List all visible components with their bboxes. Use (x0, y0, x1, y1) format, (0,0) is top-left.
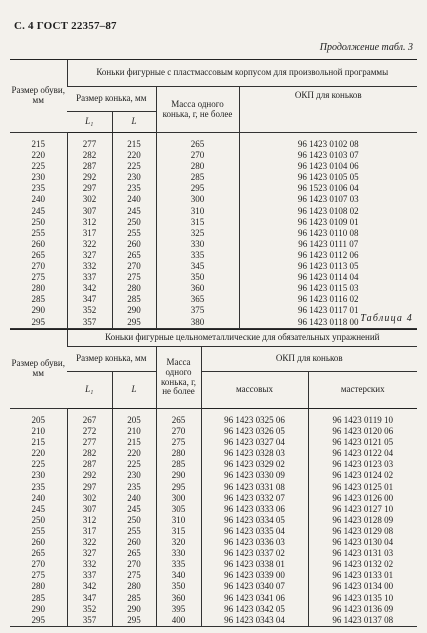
cell-okp: 96 1423 0105 05 (239, 172, 417, 183)
cell-l1: 297 (67, 482, 112, 493)
cell-l: 230 (112, 172, 156, 183)
cell-mass: 335 (156, 250, 239, 261)
cell-l: 220 (112, 150, 156, 161)
cell-l: 250 (112, 217, 156, 228)
col-header-okp: ОКП для коньков (239, 87, 417, 133)
cell-okp-mass-market: 96 1423 0331 08 (201, 482, 308, 493)
table-row (10, 537, 417, 548)
cell-shoe-size: 280 (31, 283, 45, 294)
cell-shoe-size: 295 (10, 317, 67, 329)
cell-l1: 327 (67, 250, 112, 261)
cell-okp-mass-market: 96 1423 0336 03 (201, 537, 308, 548)
col-header-workshop: мастерских (308, 372, 417, 409)
cell-l1: 317 (67, 526, 112, 537)
cell-l: 220 (112, 448, 156, 459)
cell-okp-mass-market: 96 1423 0335 04 (201, 526, 308, 537)
cell-okp-workshop: 96 1423 0125 01 (308, 482, 417, 493)
cell-shoe-size: 295 (10, 615, 67, 627)
cell-shoe-size: 270 (31, 261, 45, 272)
cell-l1: 272 (67, 426, 112, 437)
cell-l1: 332 (67, 261, 112, 272)
cell-okp: 96 1423 0111 07 (239, 239, 417, 250)
cell-shoe-size: 250 (31, 514, 45, 525)
cell-l: 230 (112, 470, 156, 481)
cell-mass: 310 (156, 206, 239, 217)
cell-l1: 357 (67, 317, 112, 329)
table-row (10, 161, 417, 172)
cell-okp-workshop: 96 1423 0119 10 (308, 409, 417, 427)
cell-okp: 96 1423 0118 00 (239, 317, 417, 329)
table-row (10, 261, 417, 272)
cell-mass: 290 (156, 470, 201, 481)
cell-l: 265 (112, 548, 156, 559)
cell-l1: 282 (67, 150, 112, 161)
cell-shoe-size: 275 (31, 272, 45, 283)
cell-l1: 282 (67, 448, 112, 459)
table-row (10, 317, 417, 329)
continuation-label: Продолжение табл. 3 (319, 42, 413, 53)
cell-l1: 327 (67, 548, 112, 559)
cell-okp-mass-market: 96 1423 0343 04 (201, 615, 308, 627)
cell-l1: 312 (67, 217, 112, 228)
cell-okp: 96 1423 0109 01 (239, 217, 417, 228)
cell-l1: 332 (67, 559, 112, 570)
cell-l: 285 (112, 593, 156, 604)
cell-l: 215 (112, 133, 156, 151)
cell-l1: 297 (67, 183, 112, 194)
cell-l1: 287 (67, 161, 112, 172)
table-row (10, 426, 417, 437)
table-row (10, 615, 417, 627)
col-header-okp: ОКП для коньков (201, 347, 417, 372)
cell-l: 260 (112, 537, 156, 548)
cell-shoe-size: 230 (31, 172, 45, 183)
cell-mass: 395 (156, 604, 201, 615)
cell-shoe-size: 270 (31, 559, 45, 570)
cell-okp-mass-market: 96 1423 0328 03 (201, 448, 308, 459)
table-row (10, 409, 417, 427)
cell-shoe-size: 280 (31, 581, 45, 592)
cell-l: 280 (112, 283, 156, 294)
cell-mass: 400 (156, 615, 201, 627)
cell-l1: 287 (67, 459, 112, 470)
cell-l: 270 (112, 559, 156, 570)
cell-l: 295 (112, 615, 156, 627)
table-row (10, 515, 417, 526)
cell-l: 255 (112, 526, 156, 537)
cell-l1: 292 (67, 172, 112, 183)
cell-okp: 96 1423 0112 06 (239, 250, 417, 261)
cell-l: 240 (112, 194, 156, 205)
cell-mass: 300 (156, 493, 201, 504)
cell-l1: 342 (67, 283, 112, 294)
cell-mass: 270 (156, 426, 201, 437)
cell-l1: 342 (67, 581, 112, 592)
cell-okp-workshop: 96 1423 0127 10 (308, 504, 417, 515)
cell-shoe-size: 235 (31, 481, 45, 492)
cell-okp-workshop: 96 1423 0120 06 (308, 426, 417, 437)
cell-shoe-size: 220 (31, 150, 45, 161)
cell-l: 270 (112, 261, 156, 272)
cell-okp-mass-market: 96 1423 0334 05 (201, 515, 308, 526)
table-row (10, 239, 417, 250)
cell-okp-mass-market: 96 1423 0337 02 (201, 548, 308, 559)
page-header: С. 4 ГОСТ 22357–87 (14, 20, 117, 32)
cell-l: 285 (112, 294, 156, 305)
cell-l: 225 (112, 459, 156, 470)
cell-l1: 317 (67, 228, 112, 239)
col-header-skate-size: Размер конька, мм (67, 87, 156, 112)
table-row (10, 482, 417, 493)
cell-l: 290 (112, 604, 156, 615)
cell-okp: 96 1523 0106 04 (239, 183, 417, 194)
cell-mass: 310 (156, 515, 201, 526)
cell-l: 245 (112, 206, 156, 217)
cell-mass: 330 (156, 239, 239, 250)
cell-l1: 302 (67, 194, 112, 205)
col-header-l1: L₁ (67, 372, 112, 409)
table-row (10, 250, 417, 261)
cell-okp: 96 1423 0108 02 (239, 206, 417, 217)
col-header-l1: L₁ (67, 112, 112, 133)
cell-shoe-size: 290 (31, 603, 45, 614)
cell-mass: 295 (156, 482, 201, 493)
cell-l: 275 (112, 272, 156, 283)
cell-l: 215 (112, 437, 156, 448)
table-row (10, 294, 417, 305)
table-row (10, 559, 417, 570)
cell-okp: 96 1423 0104 06 (239, 161, 417, 172)
col-header-group-title: Коньки фигурные цельнометаллические для обязательных упражнений (67, 330, 417, 347)
cell-okp-workshop: 96 1423 0128 09 (308, 515, 417, 526)
col-header-group-title: Коньки фигурные с пластмассовым корпусом для произвольной программы (67, 60, 417, 87)
cell-okp-workshop: 96 1423 0121 05 (308, 437, 417, 448)
cell-shoe-size: 240 (31, 492, 45, 503)
table-row (10, 570, 417, 581)
cell-l1: 352 (67, 604, 112, 615)
cell-okp-workshop: 96 1423 0136 09 (308, 604, 417, 615)
cell-shoe-size: 215 (31, 139, 45, 149)
cell-okp: 96 1423 0115 03 (239, 283, 417, 294)
cell-shoe-size: 225 (31, 161, 45, 172)
cell-okp-workshop: 96 1423 0126 00 (308, 493, 417, 504)
table-row (10, 493, 417, 504)
cell-l: 265 (112, 250, 156, 261)
cell-okp-mass-market: 96 1423 0330 09 (201, 470, 308, 481)
col-header-shoe-size: Размер обуви, мм (10, 330, 67, 409)
table-row (10, 504, 417, 515)
table-row (10, 133, 417, 151)
table-3 (10, 59, 417, 329)
cell-l: 255 (112, 228, 156, 239)
cell-shoe-size: 230 (31, 470, 45, 481)
col-header-mass-market: массовых (201, 372, 308, 409)
cell-mass: 280 (156, 161, 239, 172)
cell-shoe-size: 250 (31, 216, 45, 227)
cell-shoe-size: 260 (31, 537, 45, 548)
cell-l1: 277 (67, 437, 112, 448)
table-row (10, 448, 417, 459)
col-header-mass: Масса одного конька, г, не более (156, 87, 239, 133)
cell-l: 240 (112, 493, 156, 504)
cell-okp-workshop: 96 1423 0137 08 (308, 615, 417, 627)
col-header-l: L (112, 372, 156, 409)
cell-l1: 322 (67, 239, 112, 250)
cell-l: 280 (112, 581, 156, 592)
cell-l1: 307 (67, 504, 112, 515)
cell-l1: 307 (67, 206, 112, 217)
cell-shoe-size: 245 (31, 503, 45, 514)
cell-mass: 300 (156, 194, 239, 205)
col-header-skate-size: Размер конька, мм (67, 347, 156, 372)
cell-okp-mass-market: 96 1423 0339 00 (201, 570, 308, 581)
cell-okp-mass-market: 96 1423 0327 04 (201, 437, 308, 448)
cell-mass: 320 (156, 537, 201, 548)
table-row (10, 593, 417, 604)
cell-mass: 365 (156, 294, 239, 305)
cell-okp-mass-market: 96 1423 0332 07 (201, 493, 308, 504)
cell-okp: 96 1423 0102 08 (239, 133, 417, 151)
cell-mass: 360 (156, 593, 201, 604)
cell-okp-workshop: 96 1423 0131 03 (308, 548, 417, 559)
cell-okp: 96 1423 0103 07 (239, 150, 417, 161)
table-row (10, 194, 417, 205)
table-row (10, 305, 417, 316)
cell-okp-mass-market: 96 1423 0340 07 (201, 581, 308, 592)
cell-shoe-size: 235 (31, 183, 45, 194)
cell-shoe-size: 215 (31, 437, 45, 448)
cell-mass: 285 (156, 172, 239, 183)
cell-okp: 96 1423 0117 01 (239, 305, 417, 316)
cell-mass: 280 (156, 448, 201, 459)
table-row (10, 459, 417, 470)
cell-mass: 270 (156, 150, 239, 161)
cell-mass: 335 (156, 559, 201, 570)
cell-l1: 337 (67, 570, 112, 581)
cell-l: 245 (112, 504, 156, 515)
cell-l1: 347 (67, 593, 112, 604)
cell-okp-mass-market: 96 1423 0325 06 (201, 409, 308, 427)
cell-mass: 315 (156, 217, 239, 228)
cell-mass: 340 (156, 570, 201, 581)
table-row (10, 272, 417, 283)
cell-shoe-size: 265 (31, 249, 45, 260)
cell-okp-workshop: 96 1423 0124 02 (308, 470, 417, 481)
table-row (10, 470, 417, 481)
cell-okp: 96 1423 0107 03 (239, 194, 417, 205)
table-row (10, 206, 417, 217)
cell-l1: 352 (67, 305, 112, 316)
cell-l: 210 (112, 426, 156, 437)
table-row (10, 217, 417, 228)
cell-l: 290 (112, 305, 156, 316)
cell-okp-workshop: 96 1423 0129 08 (308, 526, 417, 537)
cell-mass: 380 (156, 317, 239, 329)
cell-mass: 305 (156, 504, 201, 515)
table-row (10, 172, 417, 183)
table-row (10, 548, 417, 559)
cell-mass: 375 (156, 305, 239, 316)
table-row (10, 581, 417, 592)
cell-mass: 360 (156, 283, 239, 294)
cell-l1: 267 (67, 409, 112, 427)
cell-okp-workshop: 96 1423 0133 01 (308, 570, 417, 581)
cell-okp-mass-market: 96 1423 0342 05 (201, 604, 308, 615)
cell-mass: 325 (156, 228, 239, 239)
cell-okp-mass-market: 96 1423 0326 05 (201, 426, 308, 437)
col-header-l: L (112, 112, 156, 133)
cell-shoe-size: 245 (31, 205, 45, 216)
cell-l1: 357 (67, 615, 112, 627)
cell-l: 235 (112, 183, 156, 194)
cell-l: 205 (112, 409, 156, 427)
cell-mass: 275 (156, 437, 201, 448)
col-header-shoe-size: Размер обуви, мм (10, 60, 67, 133)
cell-l1: 337 (67, 272, 112, 283)
cell-mass: 330 (156, 548, 201, 559)
cell-l: 225 (112, 161, 156, 172)
cell-shoe-size: 210 (31, 426, 45, 437)
table-row (10, 283, 417, 294)
cell-l: 250 (112, 515, 156, 526)
cell-l1: 277 (67, 133, 112, 151)
cell-shoe-size: 240 (31, 194, 45, 205)
cell-shoe-size: 285 (31, 592, 45, 603)
table-row (10, 526, 417, 537)
cell-okp-mass-market: 96 1423 0338 01 (201, 559, 308, 570)
cell-shoe-size: 265 (31, 548, 45, 559)
cell-okp-mass-market: 96 1423 0333 06 (201, 504, 308, 515)
cell-mass: 295 (156, 183, 239, 194)
table-4 (10, 329, 417, 627)
cell-okp-mass-market: 96 1423 0341 06 (201, 593, 308, 604)
cell-okp-workshop: 96 1423 0130 04 (308, 537, 417, 548)
cell-l: 235 (112, 482, 156, 493)
cell-l1: 347 (67, 294, 112, 305)
cell-okp-mass-market: 96 1423 0329 02 (201, 459, 308, 470)
cell-okp-workshop: 96 1423 0122 04 (308, 448, 417, 459)
cell-shoe-size: 275 (31, 570, 45, 581)
cell-mass: 285 (156, 459, 201, 470)
cell-shoe-size: 220 (31, 448, 45, 459)
cell-okp: 96 1423 0113 05 (239, 261, 417, 272)
cell-l1: 312 (67, 515, 112, 526)
cell-okp-workshop: 96 1423 0135 10 (308, 593, 417, 604)
cell-l: 260 (112, 239, 156, 250)
col-header-mass: Масса одного конька, г, не более (156, 347, 201, 409)
table-row (10, 604, 417, 615)
cell-mass: 345 (156, 261, 239, 272)
table-row (10, 183, 417, 194)
cell-okp-workshop: 96 1423 0132 02 (308, 559, 417, 570)
table-4-title: Таблица 4 (360, 313, 413, 324)
cell-l1: 302 (67, 493, 112, 504)
cell-l1: 292 (67, 470, 112, 481)
cell-shoe-size: 255 (31, 227, 45, 238)
cell-okp-workshop: 96 1423 0134 00 (308, 581, 417, 592)
cell-mass: 265 (156, 409, 201, 427)
cell-l: 275 (112, 570, 156, 581)
cell-shoe-size: 260 (31, 238, 45, 249)
table-row (10, 150, 417, 161)
cell-okp-workshop: 96 1423 0123 03 (308, 459, 417, 470)
cell-okp: 96 1423 0116 02 (239, 294, 417, 305)
table-row (10, 437, 417, 448)
cell-mass: 350 (156, 272, 239, 283)
cell-l: 295 (112, 317, 156, 329)
cell-mass: 350 (156, 581, 201, 592)
cell-okp: 96 1423 0110 08 (239, 228, 417, 239)
cell-shoe-size: 290 (31, 305, 45, 316)
cell-mass: 265 (156, 133, 239, 151)
cell-l1: 322 (67, 537, 112, 548)
cell-shoe-size: 225 (31, 459, 45, 470)
table-row (10, 228, 417, 239)
cell-shoe-size: 205 (31, 415, 45, 425)
cell-okp: 96 1423 0114 04 (239, 272, 417, 283)
cell-shoe-size: 285 (31, 294, 45, 305)
cell-shoe-size: 255 (31, 525, 45, 536)
cell-mass: 315 (156, 526, 201, 537)
